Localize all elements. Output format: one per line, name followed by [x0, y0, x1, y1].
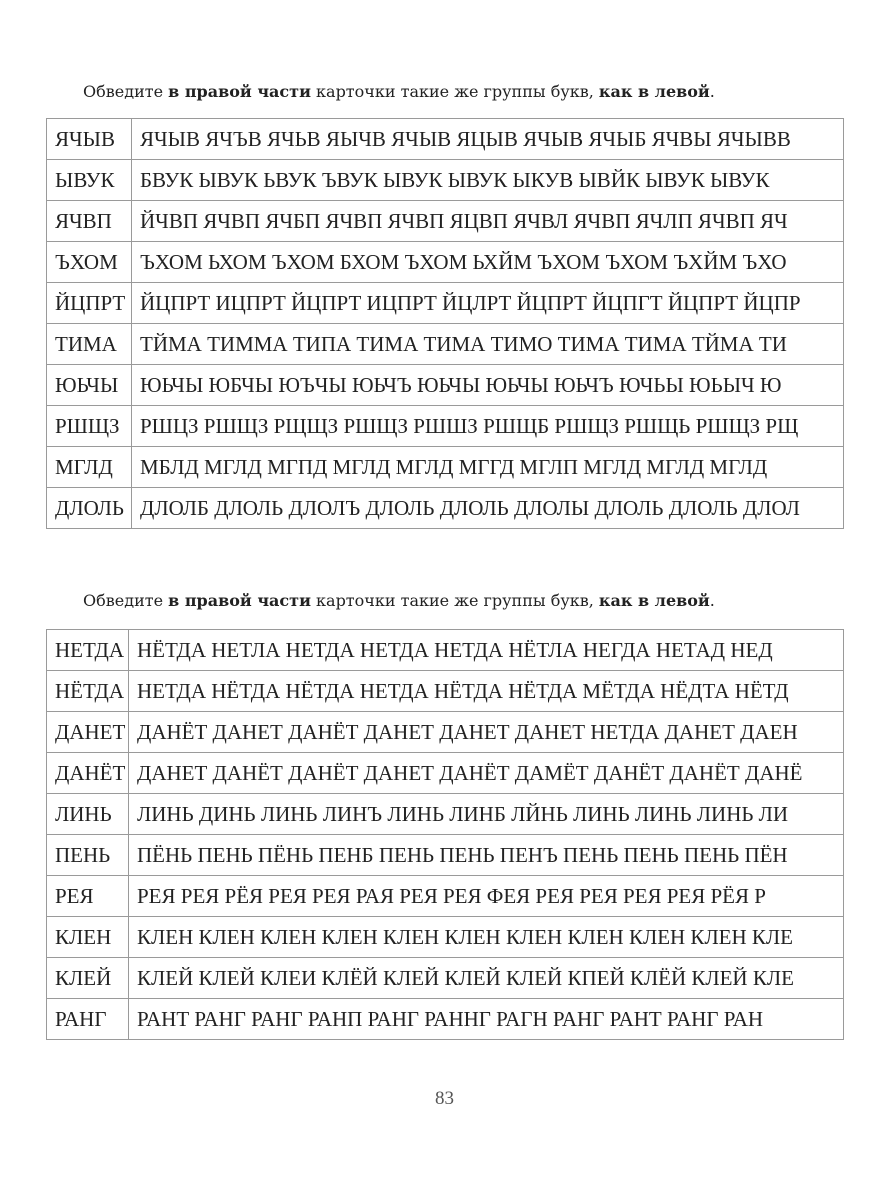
table-row	[47, 201, 844, 242]
table-row	[47, 447, 844, 488]
letter-line: МБЛД МГЛД МГПД МГЛД МГЛД МГГД МГЛП МГЛД МГЛД МГЛД	[132, 447, 844, 488]
table-row	[47, 712, 844, 753]
letter-line: ЛИНЬ ДИНЬ ЛИНЬ ЛИНЪ ЛИНЬ ЛИНБ ЛЙНЬ ЛИНЬ ЛИНЬ ЛИНЬ ЛИ	[129, 794, 844, 835]
instruction-text: Обведите	[83, 591, 169, 610]
table-row	[47, 119, 844, 160]
table-row	[47, 917, 844, 958]
letter-card-1	[46, 118, 844, 529]
key-cell: РАНГ	[47, 999, 129, 1040]
instruction-text: .	[709, 591, 715, 610]
key-cell: РШЩЗ	[47, 406, 132, 447]
table-row	[47, 242, 844, 283]
letter-line: КЛЕЙ КЛЕЙ КЛЕИ КЛЁЙ КЛЕЙ КЛЕЙ КЛЕЙ КПЕЙ КЛЁЙ КЛЕЙ КЛЕ	[129, 958, 844, 999]
key-cell: ДЛОЛЬ	[47, 488, 132, 529]
key-cell: ЯЧВП	[47, 201, 132, 242]
letter-line: ЙЧВП ЯЧВП ЯЧБП ЯЧВП ЯЧВП ЯЦВП ЯЧВЛ ЯЧВП ЯЧЛП ЯЧВП ЯЧ	[132, 201, 844, 242]
table-row	[47, 999, 844, 1040]
table-row	[47, 794, 844, 835]
instruction-text: Обведите	[83, 82, 169, 101]
page-number: 83	[435, 1088, 454, 1109]
instruction-text: .	[709, 82, 715, 101]
table-row	[47, 753, 844, 794]
table-row	[47, 283, 844, 324]
key-cell: ДАНЁТ	[47, 753, 129, 794]
instruction-text: карточки такие же группы букв,	[310, 591, 599, 610]
letter-line: ТЙМА ТИММА ТИПА ТИМА ТИМА ТИМО ТИМА ТИМА ТЙМА ТИ	[132, 324, 844, 365]
instruction-bold: как в левой	[598, 82, 710, 101]
instruction-text: карточки такие же группы букв,	[310, 82, 599, 101]
key-cell: ПЕНЬ	[47, 835, 129, 876]
key-cell: РЕЯ	[47, 876, 129, 917]
letter-line: НЁТДА НЕТЛА НЕТДА НЕТДА НЕТДА НЁТЛА НЕГДА НЕТАД НЕД	[129, 630, 844, 671]
table-row	[47, 406, 844, 447]
table-row	[47, 365, 844, 406]
letter-line: ЯЧЫВ ЯЧЪВ ЯЧЬВ ЯЫЧВ ЯЧЫВ ЯЦЫВ ЯЧЫВ ЯЧЫБ ЯЧВЫ ЯЧЫВВ	[132, 119, 844, 160]
instruction-1	[83, 82, 843, 102]
letter-line: КЛЕН КЛЕН КЛЕН КЛЕН КЛЕН КЛЕН КЛЕН КЛЕН КЛЕН КЛЕН КЛЕ	[129, 917, 844, 958]
letter-line: НЕТДА НЁТДА НЁТДА НЕТДА НЁТДА НЁТДА МЁТДА НЁДТА НЁТД	[129, 671, 844, 712]
letter-line: ДАНЁТ ДАНЕТ ДАНЁТ ДАНЕТ ДАНЕТ ДАНЕТ НЕТДА ДАНЕТ ДАЕН	[129, 712, 844, 753]
key-cell: КЛЕН	[47, 917, 129, 958]
table-row	[47, 488, 844, 529]
key-cell: ЫВУК	[47, 160, 132, 201]
letter-line: РАНТ РАНГ РАНГ РАНП РАНГ РАННГ РАГН РАНГ РАНТ РАНГ РАН	[129, 999, 844, 1040]
letter-line: ЮЬЧЫ ЮБЧЫ ЮЪЧЫ ЮЬЧЪ ЮЬЧЫ ЮЬЧЫ ЮЬЧЪ ЮЧЬЫ ЮЬЫЧ Ю	[132, 365, 844, 406]
table-row	[47, 835, 844, 876]
letter-line: РШЦЗ РШЩЗ РЩЩЗ РШЩЗ РШШЗ РШЩБ РШЩЗ РШЩЬ РШЩЗ РЩ	[132, 406, 844, 447]
key-cell: НЕТДА	[47, 630, 129, 671]
key-cell: ЙЦПРТ	[47, 283, 132, 324]
key-cell: ЛИНЬ	[47, 794, 129, 835]
letter-line: ЙЦПРТ ИЦПРТ ЙЦПРТ ИЦПРТ ЙЦЛРТ ЙЦПРТ ЙЦПГТ ЙЦПРТ ЙЦПР	[132, 283, 844, 324]
letter-line: БВУК ЫВУК ЬВУК ЪВУК ЫВУК ЫВУК ЫКУВ ЫВЙК ЫВУК ЫВУК	[132, 160, 844, 201]
letter-line: ПЁНЬ ПЕНЬ ПЁНЬ ПЕНБ ПЕНЬ ПЕНЬ ПЕНЪ ПЕНЬ ПЕНЬ ПЕНЬ ПЁН	[129, 835, 844, 876]
instruction-2	[83, 591, 843, 611]
key-cell: МГЛД	[47, 447, 132, 488]
letter-line: РЕЯ РЕЯ РЁЯ РЕЯ РЕЯ РАЯ РЕЯ РЕЯ ФЕЯ РЕЯ РЕЯ РЕЯ РЕЯ РЁЯ Р	[129, 876, 844, 917]
key-cell: НЁТДА	[47, 671, 129, 712]
key-cell: ТИМА	[47, 324, 132, 365]
table-row	[47, 876, 844, 917]
key-cell: КЛЕЙ	[47, 958, 129, 999]
letter-line: ЪХОМ ЬХОМ ЪХОМ БХОМ ЪХОМ ЬХЙМ ЪХОМ ЪХОМ ЪХЙМ ЪХО	[132, 242, 844, 283]
table-row	[47, 324, 844, 365]
letter-card-2	[46, 629, 844, 1040]
key-cell: ДАНЕТ	[47, 712, 129, 753]
letter-line: ДЛОЛБ ДЛОЛЬ ДЛОЛЪ ДЛОЛЬ ДЛОЛЬ ДЛОЛЫ ДЛОЛЬ ДЛОЛЬ ДЛОЛ	[132, 488, 844, 529]
letter-line: ДАНЕТ ДАНЁТ ДАНЁТ ДАНЕТ ДАНЁТ ДАМЁТ ДАНЁТ ДАНЁТ ДАНЁ	[129, 753, 844, 794]
instruction-bold: как в левой	[598, 591, 710, 610]
instruction-bold: в правой части	[168, 591, 311, 610]
table-row	[47, 671, 844, 712]
table-row	[47, 958, 844, 999]
instruction-bold: в правой части	[168, 82, 311, 101]
key-cell: ЯЧЫВ	[47, 119, 132, 160]
key-cell: ЪХОМ	[47, 242, 132, 283]
table-row	[47, 160, 844, 201]
table-row	[47, 630, 844, 671]
key-cell: ЮЬЧЫ	[47, 365, 132, 406]
